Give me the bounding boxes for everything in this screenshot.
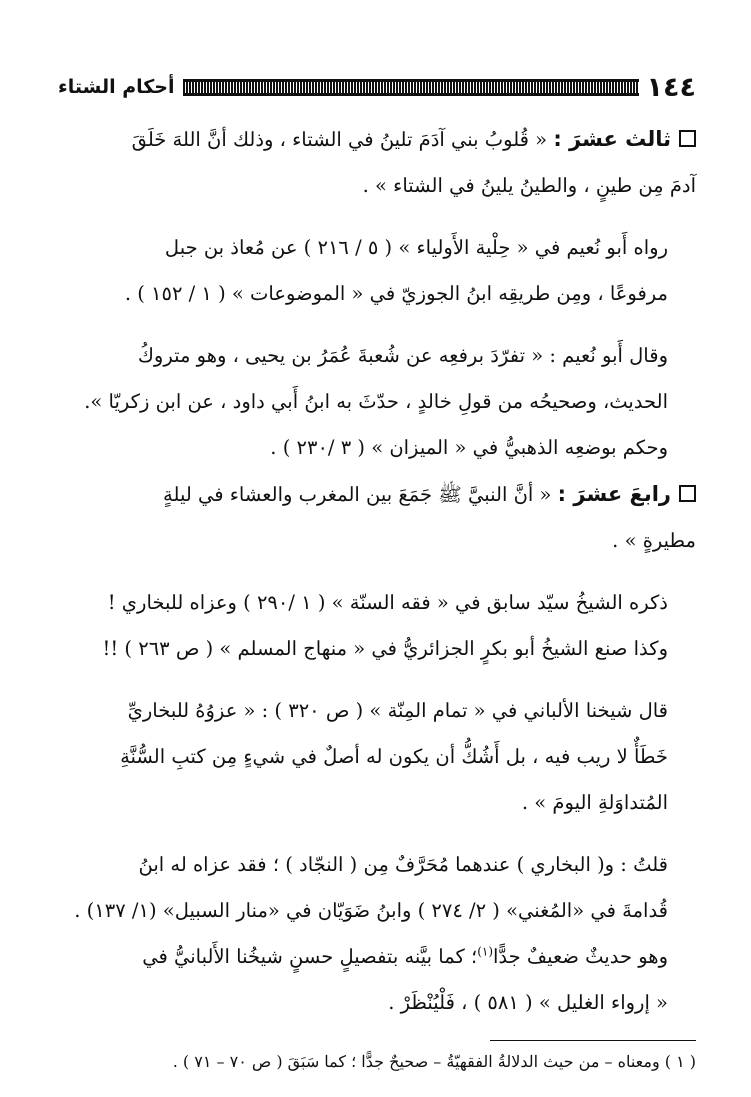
- fourth-paragraph-1: [58, 580, 696, 672]
- square-bullet-icon: [679, 130, 696, 147]
- fourth-p1-line-1: ذكره الشيخُ سيّد سابق في « فقه السنّة » ( ١ /٢٩٠ ) وعزاه للبخاري !: [107, 591, 668, 614]
- square-bullet-icon: [679, 485, 696, 502]
- fourth-p4-line-2: « إرواء الغليل » ( ٥٨١ ) ، فَلْيُنْظَرْ .: [388, 991, 668, 1014]
- fourth-quote: [58, 471, 696, 564]
- third-p3-line: وحكم بوضعِه الذهبيُّ في « الميزان » ( ٣ /٢٣٠ ) .: [270, 436, 668, 459]
- third-paragraph-2: [58, 333, 696, 425]
- third-p2-line-1: وقال أَبو نُعيم : « تفرّدَ برفعِه عن شُعبةَ عُمَرُ بن يحيى ، وهو متروكُ: [137, 344, 668, 367]
- fourth-p2-line-3: المُتداوَلةِ اليومَ » .: [521, 791, 668, 814]
- fourth-p3-line-1: قلتُ : و( البخاري ) عندهما مُحَرَّفٌ مِن ( النجّاد ) ؛ فقد عزاه له ابنُ: [138, 853, 668, 876]
- fourth-p2-line-1: قال شيخنا الألباني في « تمام المِنّة » ( ص ٣٢٠ ) : « عزوُهُ للبخاريِّ: [127, 699, 668, 722]
- third-p1-line-1: رواه أَبو نُعيم في « حِلْية الأَولياء » ( ٥ / ٢١٦ ) عن مُعاذ بن جبل: [164, 236, 668, 259]
- fourth-p4-line-1b: ؛ كما بيَّنه بتفصيلٍ حسنٍ شيخُنا الأَلبانيُّ في: [142, 945, 478, 968]
- fourth-paragraph-4: [58, 934, 696, 1026]
- section-third: [58, 116, 696, 471]
- third-p2-line-2: الحديث، وصحيحُه من قولِ خالدٍ ، حدّثَ به ابنُ أَبي داود ، عن ابن زكريّا ».: [84, 390, 668, 413]
- fourth-p2-line-2: خَطَأٌ لا ريب فيه ، بل أَشُكُّ أن يكون له أصلٌ في شيءٍ مِن كتبِ السُّنَّةِ: [120, 745, 668, 768]
- fourth-paragraph-2: [58, 688, 696, 826]
- page-number: ١٤٤: [646, 71, 696, 103]
- fourth-p1-line-2: وكذا صنع الشيخُ أبو بكرٍ الجزائريُّ في « منهاج المسلم » ( ص ٢٦٣ ) !!: [102, 637, 668, 660]
- footnote-text: ( ١ ) ومعناه – من حيث الدلالةُ الفقهيّةُ – صحيحٌ جدًّا ؛ كما سَبَقَ ( ص ٧٠ – ٧١ ) .: [172, 1052, 696, 1071]
- running-title: أحكام الشتاء: [58, 76, 175, 98]
- section-fourth: [58, 471, 696, 1026]
- footnote-marker[interactable]: (١): [477, 944, 494, 959]
- third-quote: [58, 116, 696, 209]
- third-paragraph-1: [58, 225, 696, 317]
- fourth-label: رابعَ عشرَ :: [557, 482, 671, 506]
- third-p1-line-2: مرفوعًا ، ومِن طريقِه ابنُ الجوزيّ في « الموضوعات » ( ١ / ١٥٢ ) .: [124, 282, 668, 305]
- third-quote-line-1: « قُلوبُ بني آدَمَ تلينُ في الشتاء ، وذلك أنَّ اللهَ خَلَقَ: [131, 128, 548, 151]
- fourth-quote-line-2: مطيرةٍ » .: [612, 529, 696, 552]
- third-paragraph-3: [58, 425, 696, 471]
- fourth-p3-line-2: قُدامةَ في «المُغني» ( ٢/ ٢٧٤ ) وابنُ ضَوَيّان في «منار السبيل» (١/ ١٣٧) .: [74, 899, 668, 922]
- fourth-p4-line-1a: وهو حديثٌ ضعيفٌ جدًّا: [493, 945, 668, 968]
- header-rule: [183, 79, 639, 96]
- book-page: [58, 64, 696, 1077]
- footnote-separator: [490, 1040, 696, 1041]
- fourth-quote-line-1: « أنَّ النبيَّ ﷺ جَمَعَ بين المغرب والعشاء في ليلةٍ: [163, 483, 552, 506]
- third-quote-line-2: آدمَ مِن طينٍ ، والطينُ يلينُ في الشتاء » .: [362, 174, 696, 197]
- third-label: ثالث عشرَ :: [553, 127, 671, 151]
- page-header: [58, 64, 696, 110]
- fourth-paragraph-3: [58, 842, 696, 934]
